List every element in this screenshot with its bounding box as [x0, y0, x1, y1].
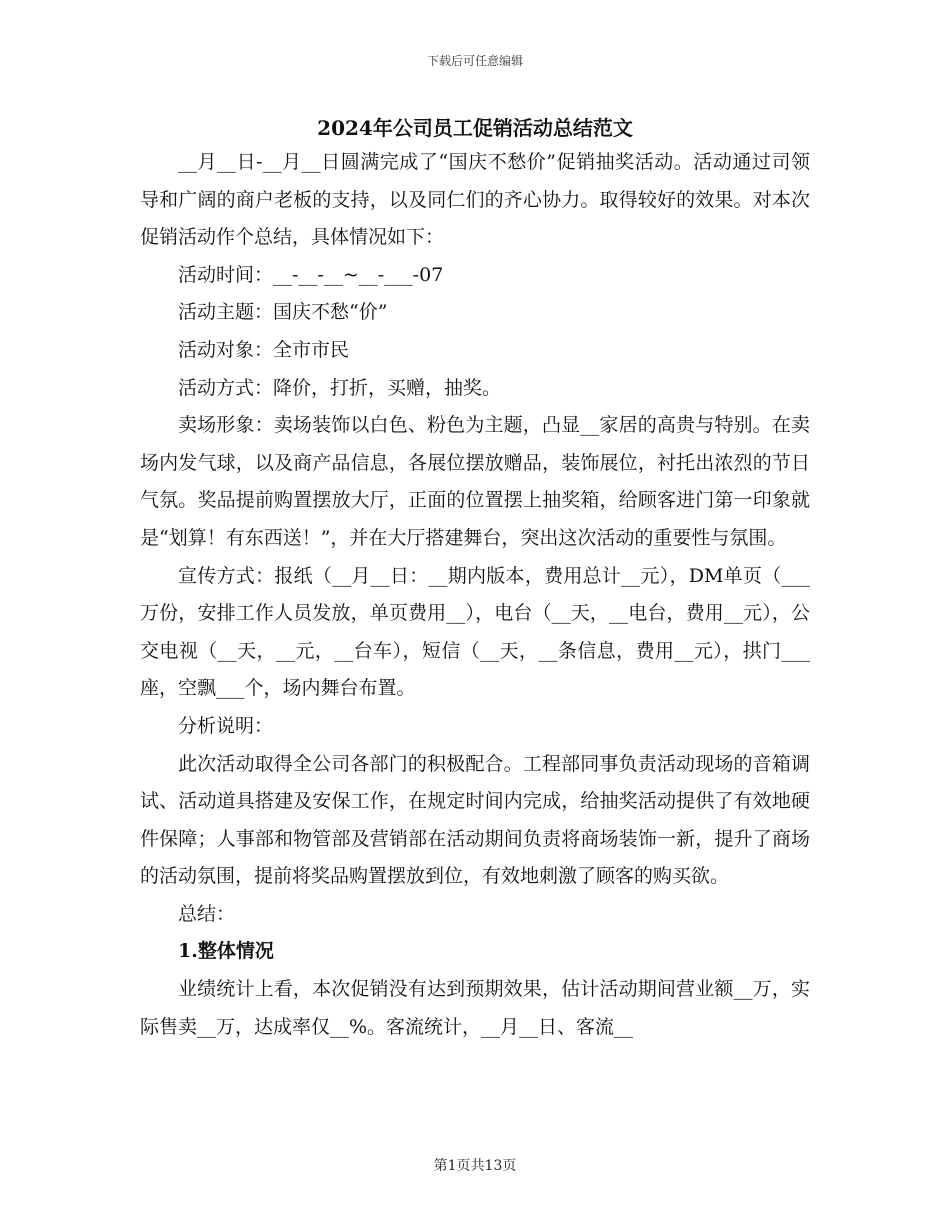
body-paragraph: 卖场形象：卖场装饰以白色、粉色为主题，凸显__家居的高贵与特别。在卖场内发气球，以及商产品信息，各展位摆放赠品，装饰展位，衬托出浓烈的节日气氛。奖品提前购置摆放大厅，正面的位置摆上抽奖箱，给顾客进门第一印象就是“划算！有东西送！”，并在大厅搭建舞台，突出这次活动的重要性与氛围。	[140, 414, 810, 549]
body-paragraph: 总结：	[178, 902, 236, 925]
body-paragraph: 活动主题：国庆不愁“价”	[178, 301, 388, 324]
body-paragraph: 活动时间：__-__-__~__-___-07	[178, 263, 444, 286]
body-paragraph: 宣传方式：报纸（__月__日：__期内版本，费用总计__元），DM单页（___万份，安排工作人员发放，单页费用__），电台（__天，__电台，费用__元），公交电视（__天，__元，__台车），短信（__天，__条信息，费用__元），拱门___座，空飘___个，场内舞台布置。	[140, 564, 810, 700]
body-paragraph: 此次活动取得全公司各部门的积极配合。工程部同事负责活动现场的音箱调试、活动道具搭建及安保工作，在规定时间内完成，给抽奖活动提供了有效地硬件保障；人事部和物管部及营销部在活动期间负责将商场装饰一新，提升了商场的活动氛围，提前将奖品购置摆放到位，有效地刺激了顾客的购买欲。	[140, 752, 810, 888]
body-paragraph: 分析说明：	[178, 714, 274, 737]
body-paragraph: __月__日-__月__日圆满完成了“国庆不愁价”促销抽奖活动。活动通过司领导和广阔的商户老板的支持，以及同仁们的齐心协力。取得较好的效果。对本次促销活动作个总结，具体情况如下：	[140, 151, 810, 249]
document-body	[140, 144, 810, 1046]
body-paragraph: 活动方式：降价，打折，买赠，抽奖。	[178, 376, 502, 399]
document-title: 2024年公司员工促销活动总结范文	[317, 116, 633, 140]
page-number-footer: 第1页共13页	[433, 1158, 517, 1174]
section-heading: 1.整体情况	[178, 940, 274, 963]
body-paragraph: 业绩统计上看，本次促销没有达到预期效果，估计活动期间营业额__万，实际售卖__万，达成率仅__%。客流统计，__月__日、客流__	[140, 978, 810, 1038]
page-header-note: 下载后可任意编辑	[426, 54, 523, 68]
body-paragraph: 活动对象：全市市民	[178, 338, 350, 361]
